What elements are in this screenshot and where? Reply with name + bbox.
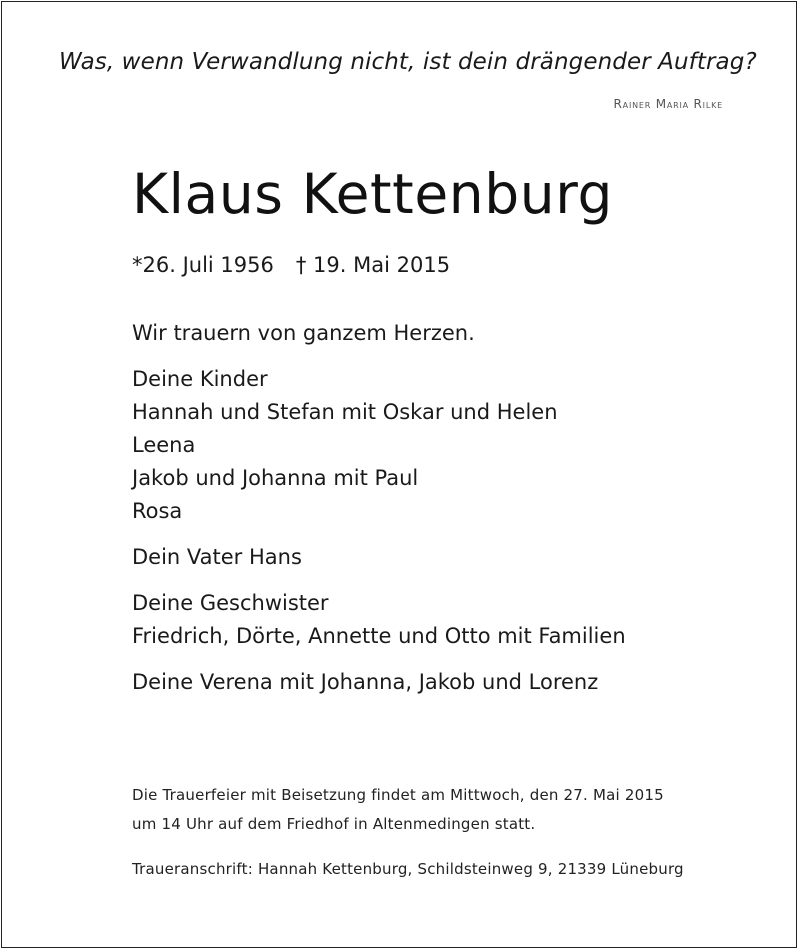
notice-frame bbox=[1, 1, 797, 948]
funeral-info bbox=[132, 781, 664, 839]
father-group bbox=[132, 541, 626, 574]
siblings-group bbox=[132, 587, 626, 653]
death-date: † 19. Mai 2015 bbox=[295, 253, 451, 277]
siblings-line: Friedrich, Dörte, Annette und Otto mit Familien bbox=[132, 624, 626, 648]
father-line: Dein Vater Hans bbox=[132, 545, 302, 569]
motto-quote: Was, wenn Verwandlung nicht, ist dein drängender Auftrag? bbox=[59, 49, 757, 75]
siblings-heading: Deine Geschwister bbox=[132, 591, 329, 615]
mourners-list bbox=[132, 317, 626, 712]
motto-author: Rainer Maria Rilke bbox=[613, 97, 723, 111]
children-group bbox=[132, 363, 626, 528]
partner-group bbox=[132, 666, 626, 699]
mourning-address: Traueranschrift: Hannah Kettenburg, Schildsteinweg 9, 21339 Lüneburg bbox=[132, 860, 684, 878]
funeral-line-2: um 14 Uhr auf dem Friedhof in Altenmedingen statt. bbox=[132, 815, 536, 833]
intro-group bbox=[132, 317, 626, 350]
child-line: Hannah und Stefan mit Oskar und Helen bbox=[132, 400, 558, 424]
deceased-name: Klaus Kettenburg bbox=[132, 162, 613, 226]
birth-date: *26. Juli 1956 bbox=[132, 253, 274, 277]
child-line: Jakob und Johanna mit Paul bbox=[132, 466, 419, 490]
children-heading: Deine Kinder bbox=[132, 367, 268, 391]
funeral-line-1: Die Trauerfeier mit Beisetzung findet am Mittwoch, den 27. Mai 2015 bbox=[132, 786, 664, 804]
intro-line: Wir trauern von ganzem Herzen. bbox=[132, 321, 475, 345]
child-line: Rosa bbox=[132, 499, 183, 523]
child-line: Leena bbox=[132, 433, 196, 457]
life-dates bbox=[132, 253, 450, 277]
partner-line: Deine Verena mit Johanna, Jakob und Lorenz bbox=[132, 670, 599, 694]
